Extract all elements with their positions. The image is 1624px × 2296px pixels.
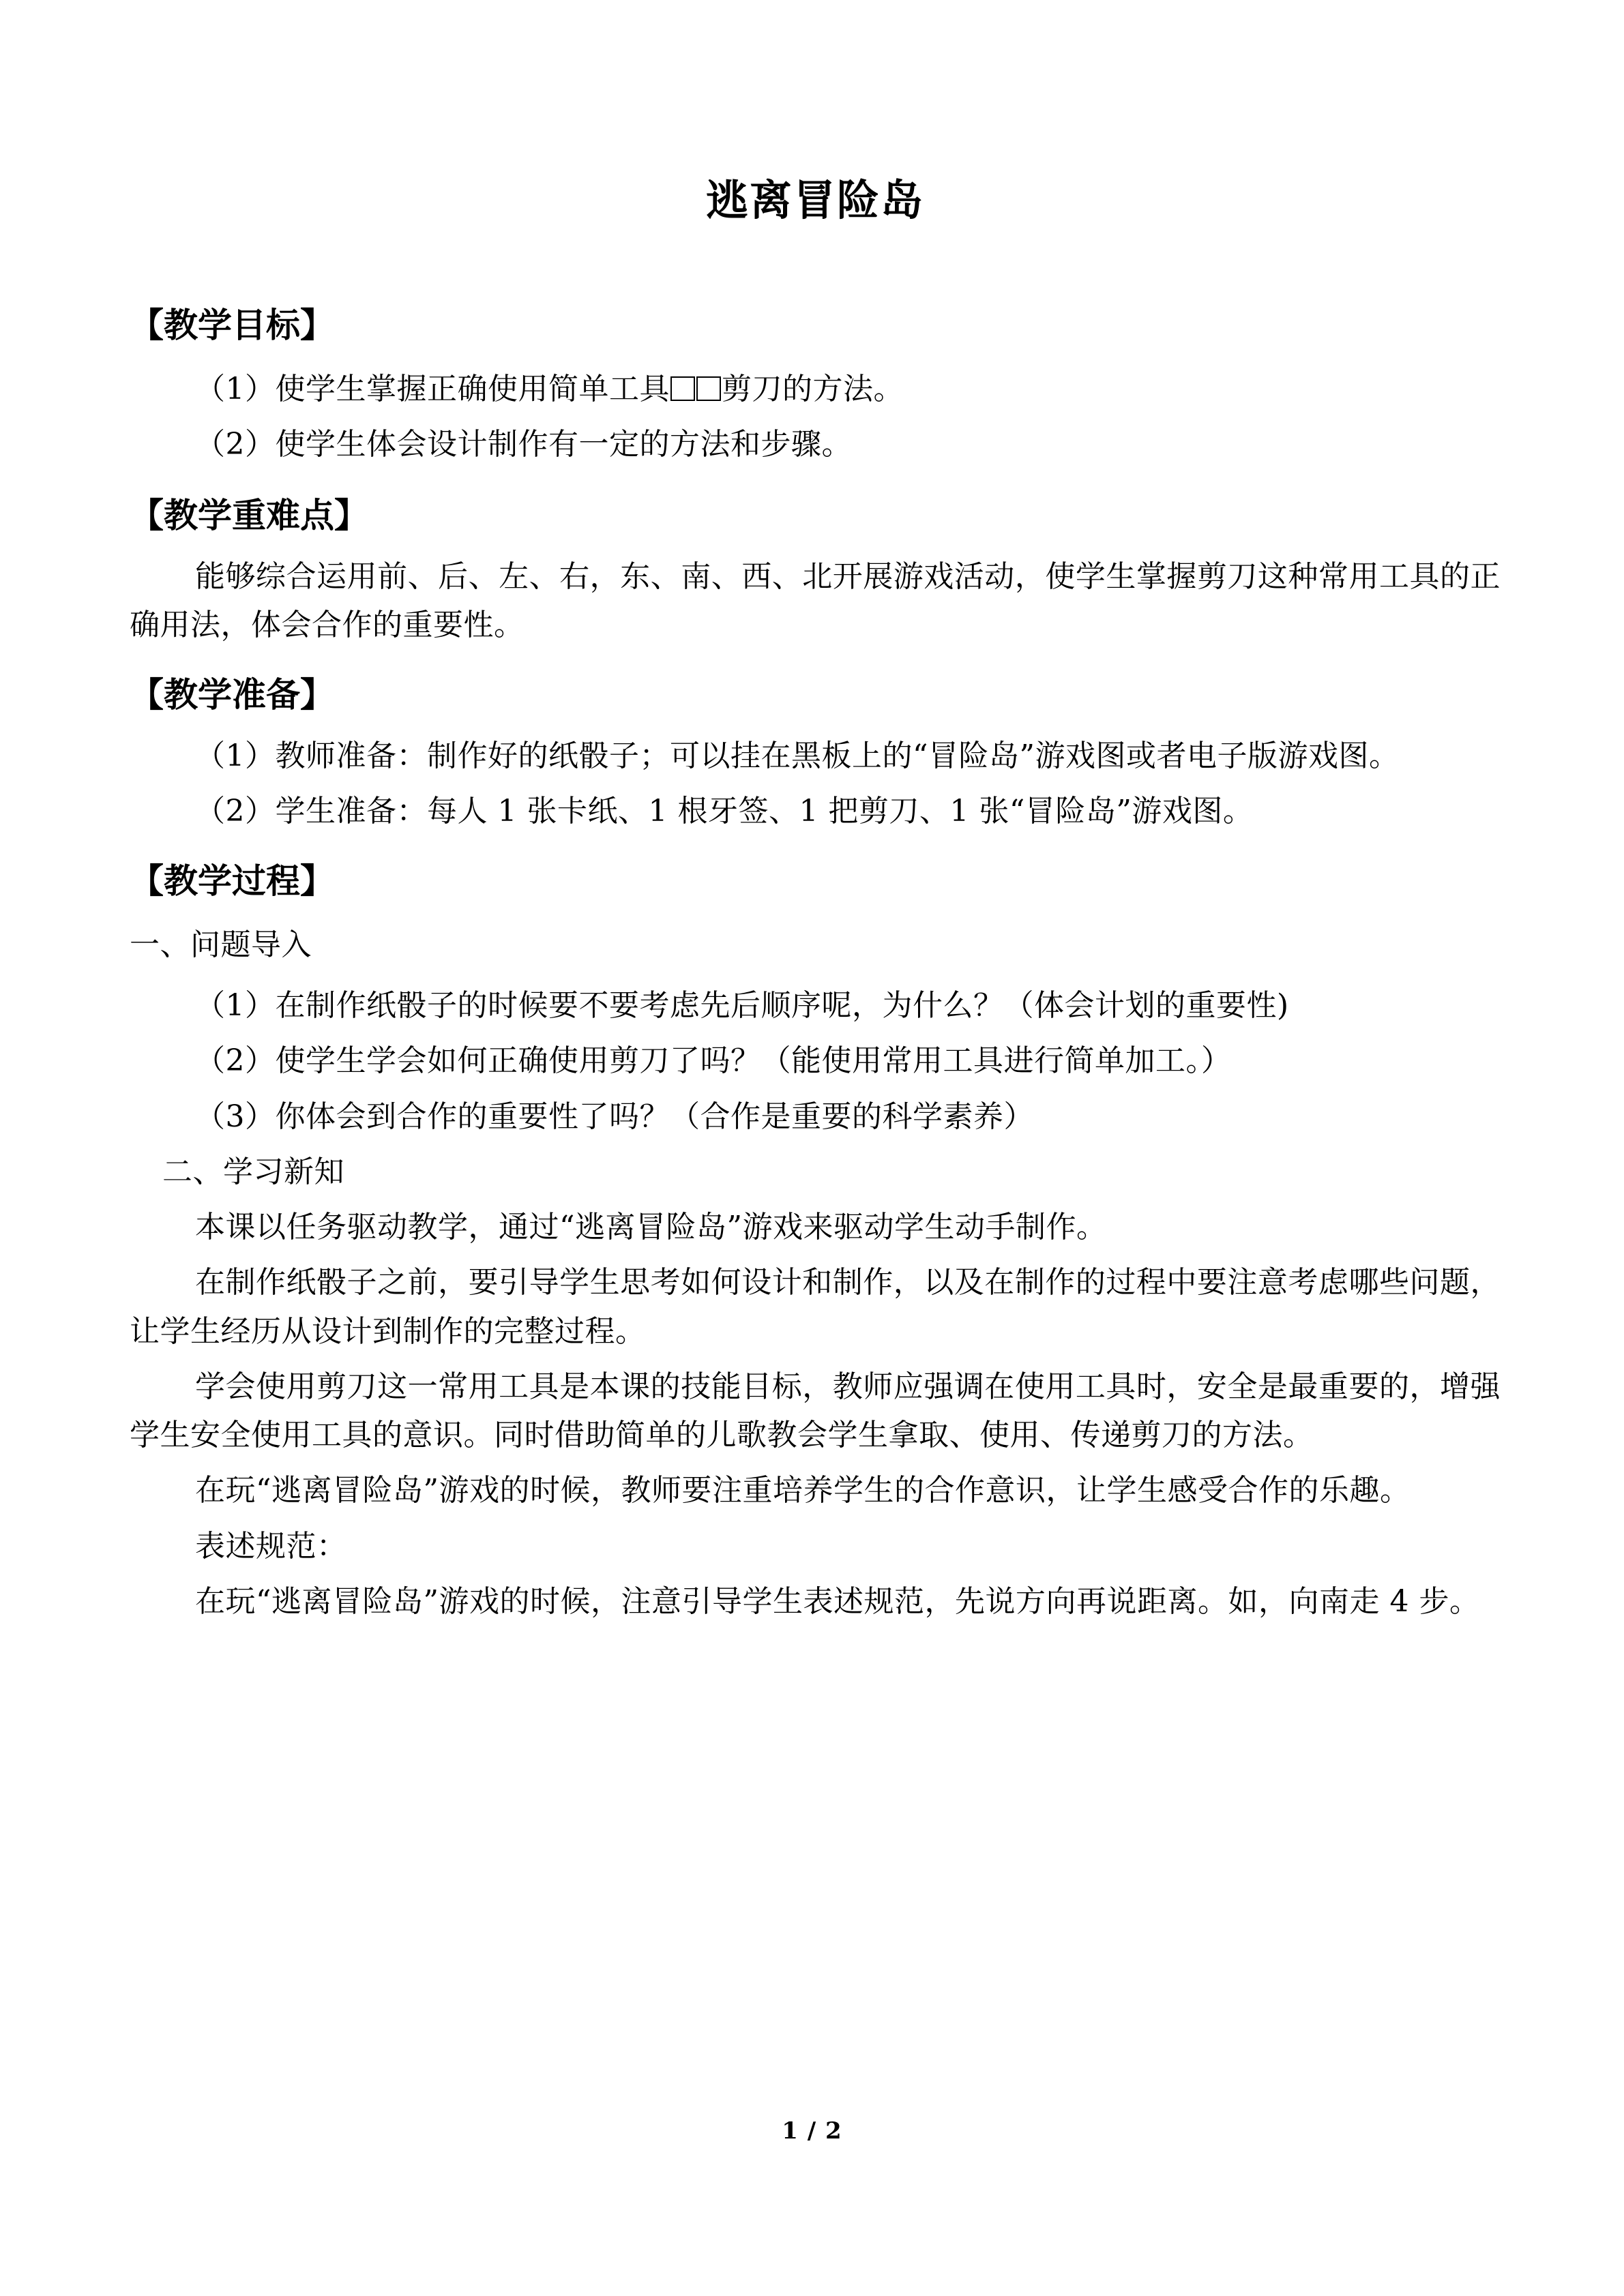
section-heading-keypoints: 【教学重难点】 [130, 495, 368, 536]
new-knowledge-paragraph-1: 本课以任务驱动教学，通过“逃离冒险岛”游戏来驱动学生动手制作。 [195, 1210, 1107, 1245]
page-content [130, 0, 1501, 1626]
keypoints-paragraph: 能够综合运用前、后、左、右，东、南、西、北开展游戏活动，使学生掌握剪刀这种常用工具的正确用法，体会合作的重要性。 [130, 558, 1501, 642]
objective-item-1-prefix: （1）使学生掌握正确使用简单工具 [195, 371, 670, 406]
section-heading-objectives: 【教学目标】 [130, 305, 334, 346]
subsection-heading-introduction: 一、问题导入 [130, 927, 312, 962]
missing-glyph-box-icon [670, 376, 695, 401]
new-knowledge-paragraph-4: 在玩“逃离冒险岛”游戏的时候，教师要注重培养学生的合作意识，让学生感受合作的乐趣。 [195, 1473, 1411, 1508]
introduction-question-3: （3）你体会到合作的重要性了吗？（合作是重要的科学素养） [195, 1099, 1034, 1134]
objective-item-2: （2）使学生体会设计制作有一定的方法和步骤。 [195, 426, 852, 462]
subsection-heading-new-knowledge: 二、学习新知 [162, 1154, 344, 1189]
objective-item-1-suffix: 剪刀的方法。 [722, 371, 904, 406]
preparation-item-1: （1）教师准备：制作好的纸骰子；可以挂在黑板上的“冒险岛”游戏图或者电子版游戏图。 [195, 738, 1400, 773]
introduction-question-1: （1）在制作纸骰子的时候要不要考虑先后顺序呢，为什么？（体会计划的重要性) [195, 988, 1289, 1024]
new-knowledge-paragraph-5: 在玩“逃离冒险岛”游戏的时候，注意引导学生表述规范，先说方向再说距离。如，向南走 4 步。 [195, 1583, 1480, 1619]
preparation-item-2: （2）学生准备：每人 1 张卡纸、1 根牙签、1 把剪刀、1 张“冒险岛”游戏图。 [195, 794, 1254, 829]
missing-glyph-box-icon [696, 376, 721, 401]
page-title: 逃离冒险岛 [705, 175, 924, 225]
page-footer: 1 / 2 [782, 2117, 842, 2145]
introduction-question-2: （2）使学生学会如何正确使用剪刀了吗？（能使用常用工具进行简单加工。） [195, 1043, 1232, 1079]
new-knowledge-paragraph-3: 学会使用剪刀这一常用工具是本课的技能目标，教师应强调在使用工具时，安全是最重要的，增强学生安全使用工具的意识。同时借助简单的儿歌教会学生拿取、使用、传递剪刀的方法。 [130, 1369, 1501, 1453]
section-heading-preparation: 【教学准备】 [130, 674, 334, 715]
expression-norms-label: 表述规范： [195, 1528, 347, 1564]
new-knowledge-paragraph-2: 在制作纸骰子之前，要引导学生思考如何设计和制作，以及在制作的过程中要注意考虑哪些问题，让学生经历从设计到制作的完整过程。 [130, 1265, 1501, 1349]
objective-item-1 [130, 365, 1501, 413]
section-heading-process: 【教学过程】 [130, 861, 334, 901]
